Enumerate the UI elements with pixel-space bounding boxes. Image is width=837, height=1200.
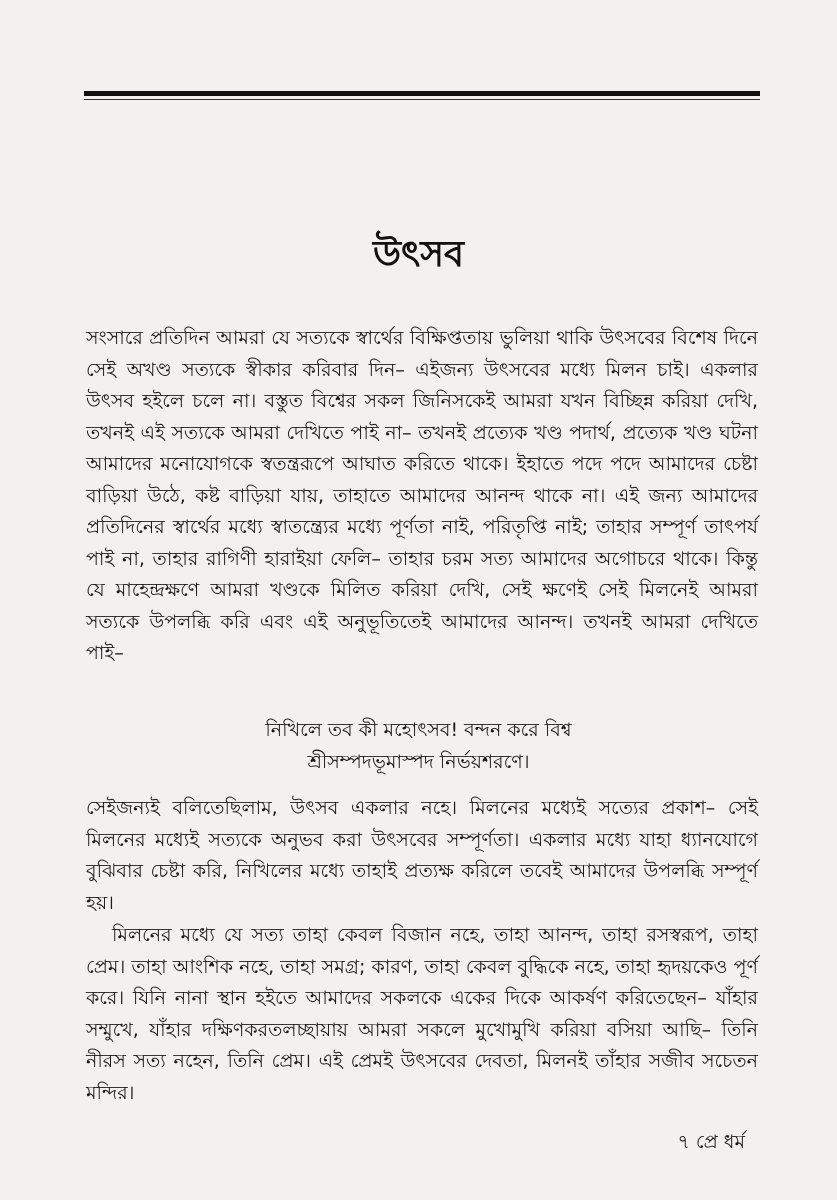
paragraph-2: সেইজন্যই বলিতেছিলাম, উৎসব একলার নহে। মিলনের মধ্যেই সত্যের প্রকাশ– সেই মিলনের মধ্যেই সত্যকে অনুভব করা উৎসবের সম্পূর্ণতা। একলার মধ্যে যাহা ধ্যানযোগে বুঝিবার চেষ্টা করি, নিখিলের মধ্যে তাহাই প্রত্যক্ষ করিলে তবেই আমাদের উপলব্ধি সম্পূর্ণ হয়। — [86, 797, 758, 914]
paragraph-3: মিলনের মধ্যে যে সত্য তাহা কেবল বিজান নহে, তাহা আনন্দ, তাহা রসস্বরূপ, তাহা প্রেম। তাহা আংশিক নহে, তাহা সমগ্র; কারণ, তাহা কেবল বুদ্ধিকে নহে, তাহা হৃদয়কেও পূর্ণ করে। যিনি নানা স্থান হইতে আমাদের সকলকে একের দিকে আকর্ষণ করিতেছেন– যাঁহার সম্মুখে, যাঁহার দক্ষিণকরতলচ্ছায়ায় আমরা সকলে মুখোমুখি করিয়া বসিয়া আছি– তিনি নীরস সত্য নহেন, তিনি প্রেম। এই প্রেমই উৎসবের দেবতা, মিলনই তাঁহার সজীব সচেতন মন্দির। — [86, 924, 758, 1104]
header-rule-thin — [84, 99, 760, 100]
verse-line-1: নিখিলে তব কী মহোৎসব! বন্দন করে বিশ্ব — [265, 719, 572, 741]
verse-block — [0, 714, 837, 778]
verse-line-2: শ্রীসম্পদভূমাস্পদ নির্ভয়শরণে। — [307, 751, 530, 773]
header-rule-thick — [84, 91, 760, 96]
page-footer: ৭ প্রে ধর্ম — [677, 1131, 745, 1153]
paragraph-1: সংসারে প্রতিদিন আমরা যে সত্যকে স্বার্থের বিক্ষিপ্ততায় ভুলিয়া থাকি উৎসবের বিশেষ দিনে সেই অখণ্ড সত্যকে স্বীকার করিবার দিন– এইজন্য উৎসবের মধ্যে মিলন চাই। একলার উৎসব হইলে চলে না। বস্তুত বিশ্বের সকল জিনিসকেই আমরা যখন বিচ্ছিন্ন করিয়া দেখি, তখনই এই সত্যকে আমরা দেখিতে পাই না– তখনই প্রত্যেক খণ্ড পদার্থ, প্রত্যেক খণ্ড ঘটনা আমাদের মনোযোগকে স্বতন্ত্ররূপে আঘাত করিতে থাকে। ইহাতে পদে পদে আমাদের চেষ্টা বাড়িয়া উঠে, কষ্ট বাড়িয়া যায়, তাহাতে আমাদের আনন্দ থাকে না। এই জন্য আমাদের প্রতিদিনের স্বার্থের মধ্যে স্বাতন্ত্র্যের মধ্যে পূর্ণতা নাই, পরিতৃপ্তি নাই; তাহার সম্পূর্ণ তাৎপর্য পাই না, তাহার রাগিণী হারাইয়া ফেলি– তাহার চরম সত্য আমাদের অগোচরে থাকে। কিন্তু যে মাহেন্দ্রক্ষণে আমরা খণ্ডকে মিলিত করিয়া দেখি, সেই ক্ষণেই সেই মিলনেই আমরা সত্যকে উপলব্ধি করি এবং এই অনুভূতিতেই আমাদের আনন্দ। তখনই আমরা দেখিতে পাই– — [86, 327, 758, 664]
page-title: উৎসব — [372, 234, 465, 275]
